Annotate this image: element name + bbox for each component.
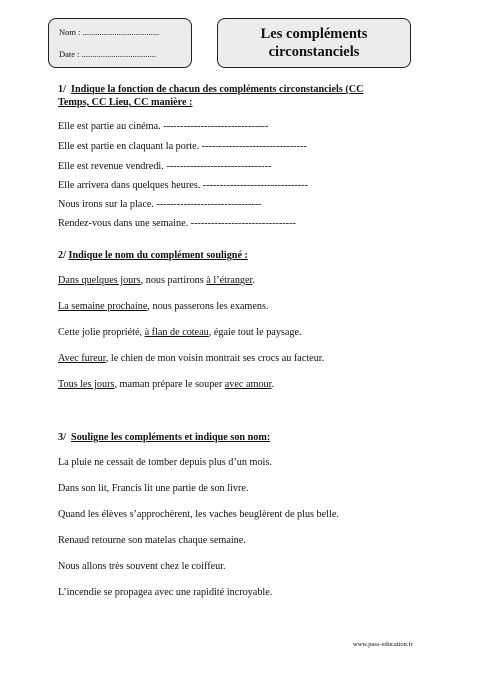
section1-heading — [58, 84, 363, 95]
section2-heading-text: Indique le nom du complément souligné : — [68, 250, 248, 261]
sentence-text: , égaie tout le paysage. — [208, 327, 302, 338]
title-box — [217, 18, 411, 68]
exercise-sentence: Elle est revenue vendredi. ------------------------------- — [58, 161, 272, 172]
sentence-text: . — [252, 275, 255, 286]
exercise-sentence: L’incendie se propagea avec une rapidité incroyable. — [58, 587, 273, 598]
exercise-sentence: Nous irons sur la place. ------------------------------- — [58, 199, 262, 210]
sentence-text: Cette jolie propriété, — [58, 327, 145, 338]
exercise-sentence — [58, 379, 274, 390]
sentence-text: , nous passerons les examens. — [147, 301, 269, 312]
date-field-label: Date : ................................... — [59, 49, 157, 59]
section3-heading-text: Souligne les compléments et indique son nom: — [71, 432, 271, 443]
section1-heading-line1: Indique la fonction de chacun des compléments circonstanciels (CC — [71, 84, 364, 95]
exercise-sentence: Elle est partie au cinéma. ------------------------------- — [58, 121, 269, 132]
exercise-sentence: Elle arrivera dans quelques heures. ------------------------------- — [58, 180, 308, 191]
section1-heading-line2: Temps, CC Lieu, CC manière : — [58, 97, 193, 108]
underlined-complement: à l’étranger — [206, 275, 253, 286]
section2-heading — [58, 250, 248, 261]
underlined-complement: La semaine prochaine — [58, 301, 148, 312]
sentence-text: , nous partirons — [140, 275, 207, 286]
name-date-box — [48, 18, 192, 68]
title-line-1: Les compléments — [260, 26, 368, 42]
name-field-label: Nom : .................................... — [59, 27, 160, 37]
exercise-sentence: La pluie ne cessait de tomber depuis plus d’un mois. — [58, 457, 272, 468]
section2-number: 2/ — [58, 250, 66, 261]
exercise-sentence: Nous allons très souvent chez le coiffeur. — [58, 561, 226, 572]
footer-url: www.pass-education.fr — [353, 641, 413, 648]
title-line-2: circonstanciels — [268, 44, 360, 60]
section1-number: 1/ — [58, 84, 66, 95]
underlined-complement: Tous les jours — [58, 379, 115, 390]
underlined-complement: avec amour — [224, 379, 272, 390]
sentence-text: , le chien de mon voisin montrait ses crocs au facteur. — [105, 353, 325, 364]
underlined-complement: Avec fureur — [58, 353, 106, 364]
exercise-sentence: Rendez-vous dans une semaine. ------------------------------- — [58, 218, 296, 229]
section1-heading-cont — [58, 97, 192, 108]
underlined-complement: Dans quelques jours — [58, 275, 141, 286]
exercise-sentence: Dans son lit, Francis lit une partie de son livre. — [58, 483, 249, 494]
section3-number: 3/ — [58, 432, 66, 443]
exercise-sentence: Quand les élèves s’approchèrent, les vaches beuglèrent de plus belle. — [58, 509, 339, 520]
section3-heading — [58, 432, 270, 443]
exercise-sentence: Elle est partie en claquant la porte. ------------------------------- — [58, 141, 307, 152]
exercise-sentence — [58, 275, 255, 286]
underlined-complement: à flan de coteau — [144, 327, 209, 338]
sentence-text: , maman prépare le souper — [114, 379, 225, 390]
exercise-sentence — [58, 353, 324, 364]
exercise-sentence: Renaud retourne son matelas chaque semaine. — [58, 535, 246, 546]
exercise-sentence — [58, 327, 302, 338]
exercise-sentence — [58, 301, 269, 312]
sentence-text: . — [271, 379, 274, 390]
